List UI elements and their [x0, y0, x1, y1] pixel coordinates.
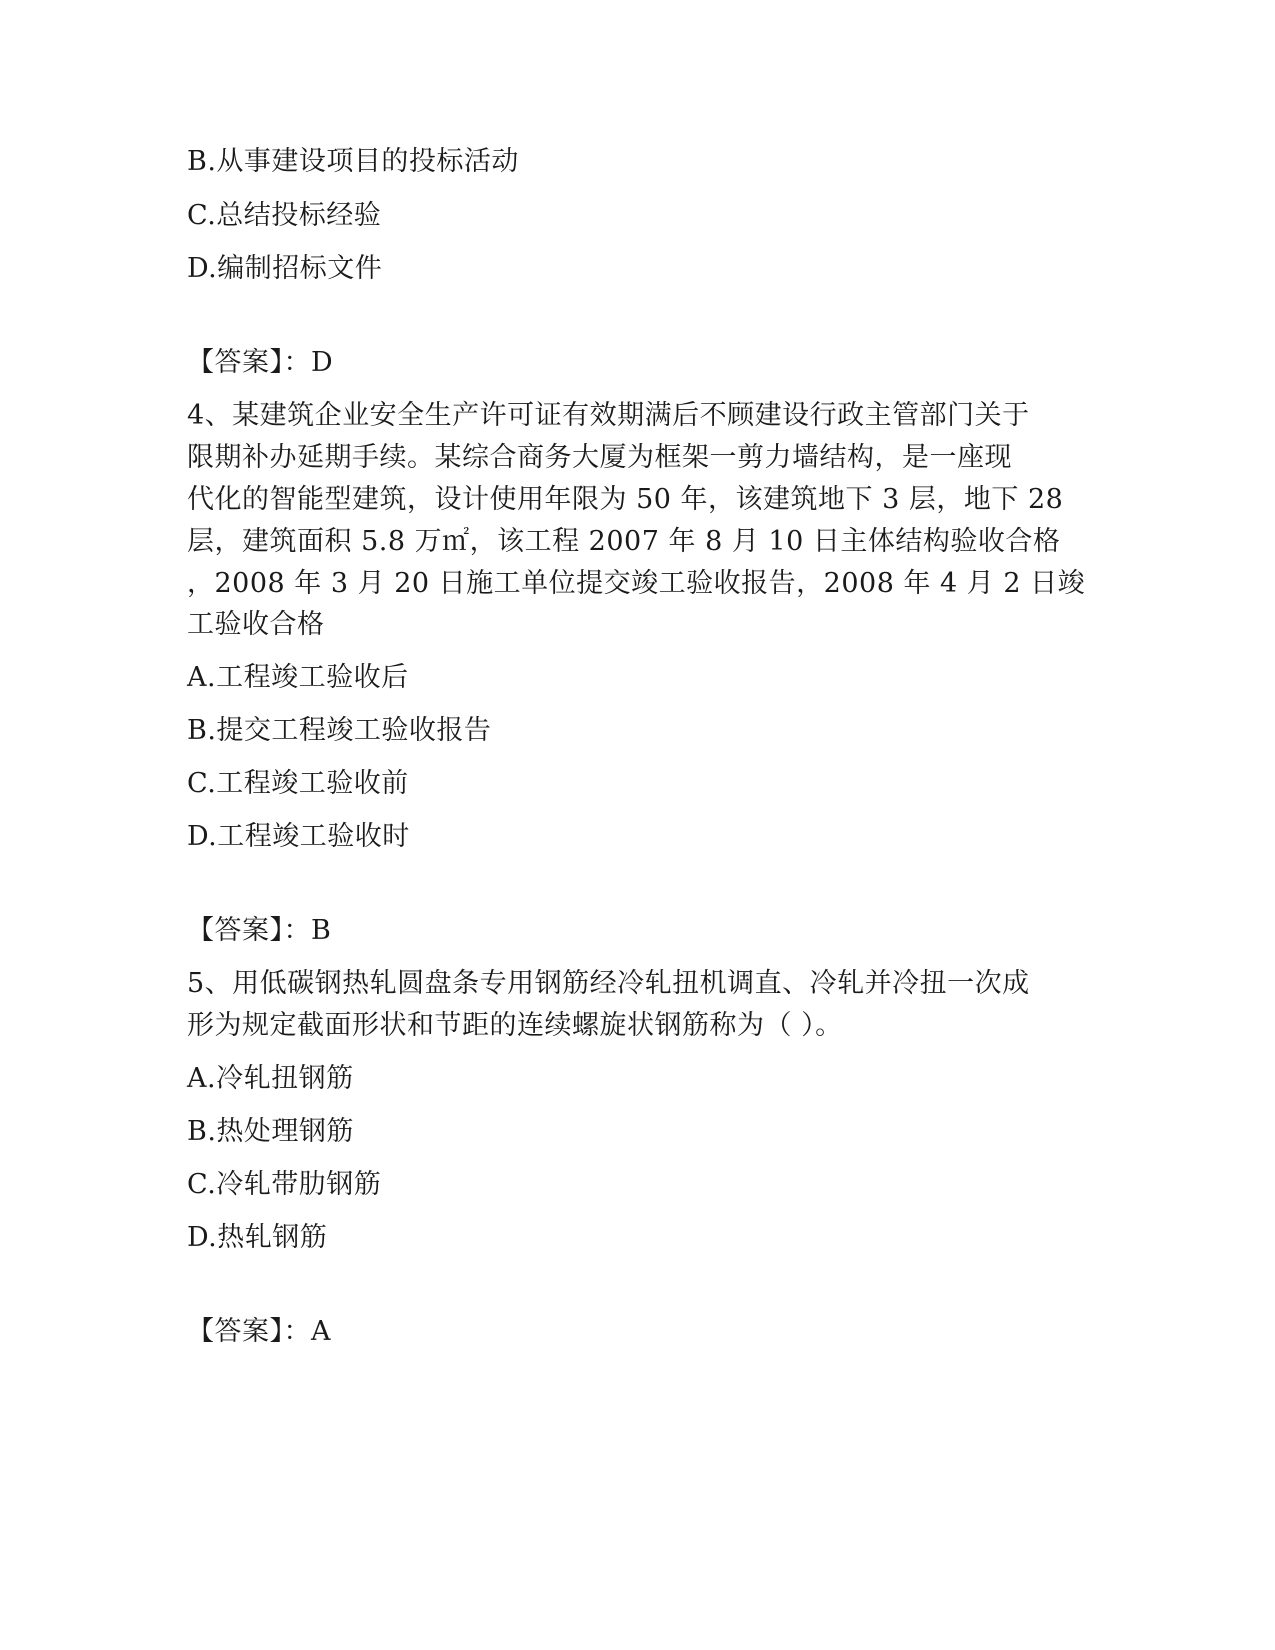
q4-stem-line-5: ，2008 年 3 月 20 日施工单位提交竣工验收报告，2008 年 4 月 2 日竣: [187, 568, 1086, 599]
q4-answer: 【答案】：B: [187, 915, 332, 946]
q4-stem-line-2: 限期补办延期手续。某综合商务大厦为框架一剪力墙结构，是一座现: [187, 442, 1012, 473]
q3-option-b: B.从事建设项目的投标活动: [187, 146, 519, 177]
q4-stem-line-4: 层，建筑面积 5.8 万㎡，该工程 2007 年 8 月 10 日主体结构验收合格: [187, 526, 1061, 557]
q4-stem-line-1: 4、某建筑企业安全生产许可证有效期满后不顾建设行政主管部门关于: [187, 400, 1030, 431]
q3-option-c: C.总结投标经验: [187, 200, 382, 231]
q5-option-a: A.冷轧扭钢筋: [187, 1063, 354, 1094]
q4-stem-line-3: 代化的智能型建筑，设计使用年限为 50 年，该建筑地下 3 层，地下 28: [187, 484, 1064, 515]
q4-stem-line-6: 工验收合格: [187, 609, 325, 640]
q5-stem-line-1: 5、用低碳钢热轧圆盘条专用钢筋经冷轧扭机调直、冷轧并冷扭一次成: [187, 968, 1030, 999]
q4-option-b: B.提交工程竣工验收报告: [187, 715, 492, 746]
q5-option-b: B.热处理钢筋: [187, 1116, 354, 1147]
q5-option-d: D.热轧钢筋: [187, 1222, 328, 1253]
q4-option-d: D.工程竣工验收时: [187, 821, 410, 852]
q5-stem-line-2: 形为规定截面形状和节距的连续螺旋状钢筋称为（ ）。: [187, 1010, 843, 1041]
q4-option-c: C.工程竣工验收前: [187, 768, 409, 799]
q5-answer: 【答案】：A: [187, 1316, 331, 1347]
q3-option-d: D.编制招标文件: [187, 253, 383, 284]
q3-answer: 【答案】：D: [187, 347, 334, 378]
q4-option-a: A.工程竣工验收后: [187, 662, 409, 693]
q5-option-c: C.冷轧带肋钢筋: [187, 1169, 382, 1200]
